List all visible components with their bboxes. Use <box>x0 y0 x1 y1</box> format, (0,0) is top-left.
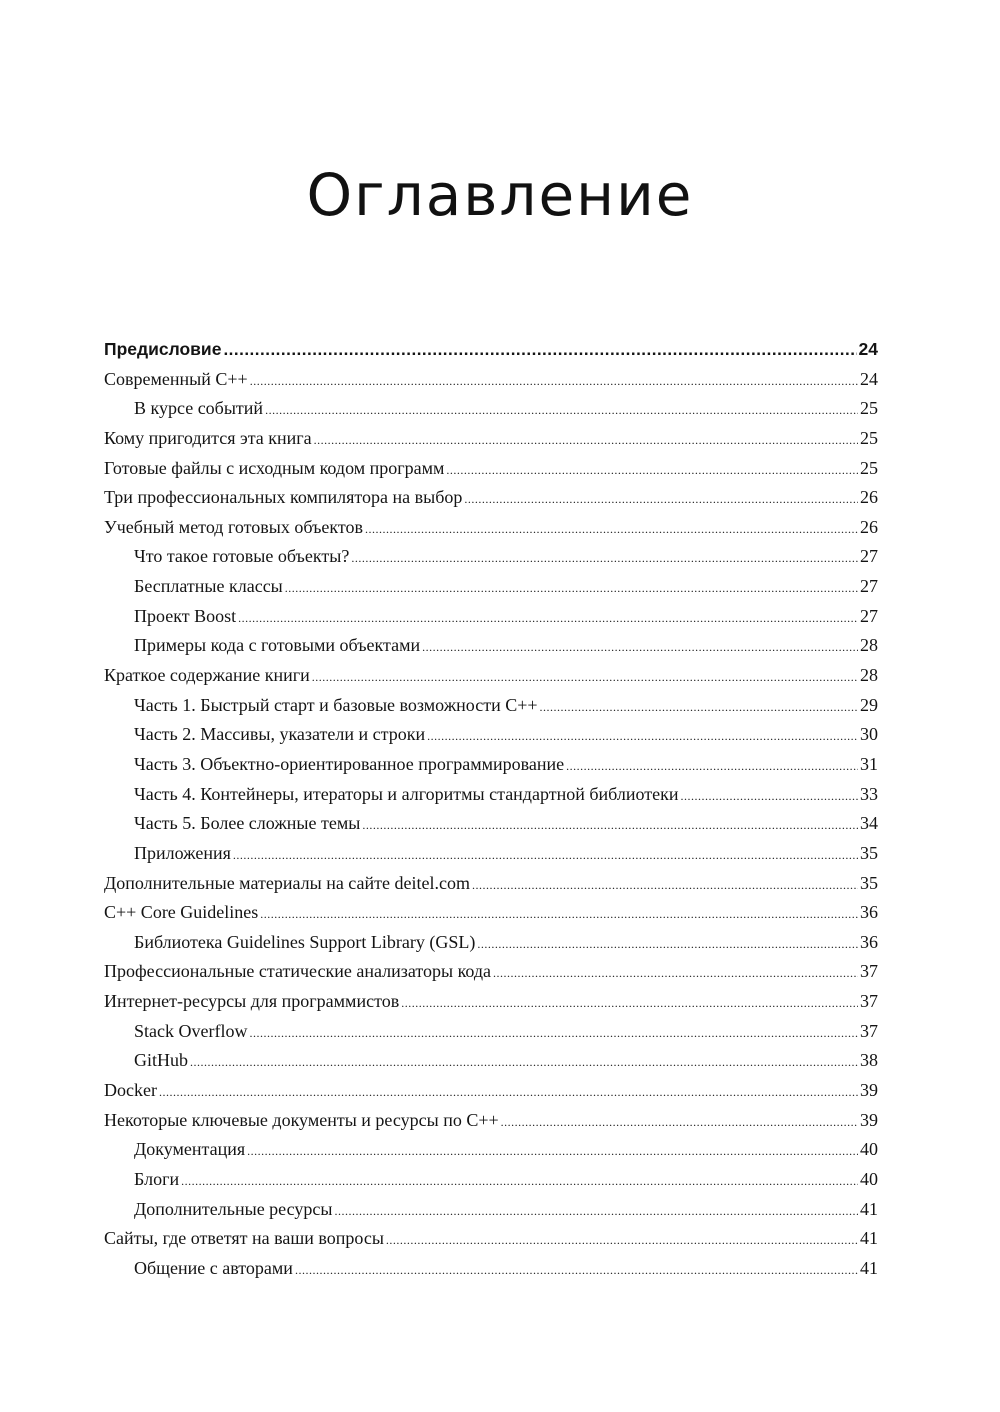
table-of-contents <box>104 335 878 1284</box>
toc-section-entry[interactable] <box>104 454 878 484</box>
toc-dot-leader <box>334 1195 858 1227</box>
toc-entry-title: Часть 2. Массивы, указатели и строки <box>134 724 426 745</box>
toc-entry-page-number: 37 <box>860 991 878 1012</box>
toc-entry-title: Дополнительные материалы на сайте deitel.com <box>104 872 470 893</box>
toc-entry-page-number: 35 <box>860 842 878 863</box>
toc-entry-page-number: 29 <box>860 694 878 715</box>
toc-entry-page-number: 27 <box>860 605 878 626</box>
toc-entry-page-number: 34 <box>860 813 878 834</box>
toc-section-entry[interactable] <box>104 869 878 899</box>
toc-entry-page-number: 36 <box>860 902 878 923</box>
toc-entry-page-number: 39 <box>860 1109 878 1130</box>
toc-section-entry[interactable] <box>104 424 878 454</box>
toc-section-entry[interactable] <box>104 898 878 928</box>
toc-dot-leader <box>464 483 858 515</box>
toc-entry-title: Блоги <box>134 1168 180 1189</box>
toc-entry-page-number: 35 <box>860 872 878 893</box>
toc-entry-page-number: 26 <box>860 516 878 537</box>
toc-dot-leader <box>314 424 858 456</box>
toc-entry-title: Сайты, где ответят на ваши вопросы <box>104 1228 384 1249</box>
toc-section-entry[interactable] <box>104 1224 878 1254</box>
toc-entry-title: Учебный метод готовых объектов <box>104 516 364 537</box>
toc-dot-leader <box>386 1224 858 1256</box>
toc-section-entry[interactable] <box>104 987 878 1017</box>
toc-entry-title: Docker <box>104 1080 157 1101</box>
toc-subsection-entry[interactable] <box>104 1254 878 1284</box>
toc-entry-title: Общение с авторами <box>134 1257 293 1278</box>
toc-dot-leader <box>493 957 858 989</box>
toc-entry-title: Кому пригодится эта книга <box>104 427 312 448</box>
toc-section-entry[interactable] <box>104 1106 878 1136</box>
toc-entry-page-number: 33 <box>860 783 878 804</box>
toc-dot-leader <box>312 661 858 693</box>
toc-entry-page-number: 36 <box>860 931 878 952</box>
toc-subsection-entry[interactable] <box>104 394 878 424</box>
toc-dot-leader <box>247 1135 858 1167</box>
toc-subsection-entry[interactable] <box>104 720 878 750</box>
page-title: Оглавление <box>306 161 694 229</box>
toc-entry-title: Краткое содержание книги <box>104 665 310 686</box>
toc-section-entry[interactable] <box>104 365 878 395</box>
toc-entry-page-number: 41 <box>860 1228 878 1249</box>
toc-dot-leader <box>365 513 858 545</box>
toc-subsection-entry[interactable] <box>104 631 878 661</box>
toc-entry-page-number: 37 <box>860 961 878 982</box>
toc-dot-leader <box>540 691 858 723</box>
toc-dot-leader <box>401 987 858 1019</box>
toc-dot-leader <box>362 809 858 841</box>
toc-entry-title: В курсе событий <box>134 398 264 419</box>
toc-entry-title: Три профессиональных компилятора на выбор <box>104 487 463 508</box>
toc-entry-page-number: 31 <box>860 753 878 774</box>
toc-subsection-entry[interactable] <box>104 1017 878 1047</box>
toc-dot-leader <box>566 750 858 782</box>
toc-entry-page-number: 26 <box>860 487 878 508</box>
toc-dot-leader <box>223 335 856 365</box>
toc-entry-title: Интернет-ресурсы для программистов <box>104 991 400 1012</box>
toc-entry-title: Современный С++ <box>104 368 248 389</box>
toc-entry-page-number: 27 <box>860 546 878 567</box>
toc-entry-page-number: 37 <box>860 1020 878 1041</box>
toc-entry-title: Библиотека Guidelines Support Library (GSL) <box>134 931 476 952</box>
toc-entry-page-number: 27 <box>860 576 878 597</box>
toc-dot-leader <box>233 839 858 871</box>
toc-entry-title: Stack Overflow <box>134 1020 248 1041</box>
toc-dot-leader <box>477 928 858 960</box>
toc-entry-page-number: 25 <box>860 398 878 419</box>
toc-entry-page-number: 25 <box>860 427 878 448</box>
toc-entry-title: Некоторые ключевые документы и ресурсы по С++ <box>104 1109 499 1130</box>
toc-entry-page-number: 28 <box>860 665 878 686</box>
toc-entry-page-number: 41 <box>860 1257 878 1278</box>
toc-dot-leader <box>422 631 858 663</box>
toc-entry-page-number: 39 <box>860 1080 878 1101</box>
toc-dot-leader <box>159 1076 858 1108</box>
toc-entry-page-number: 41 <box>860 1198 878 1219</box>
toc-subsection-entry[interactable] <box>104 691 878 721</box>
toc-entry-page-number: 24 <box>858 339 878 359</box>
toc-subsection-entry[interactable] <box>104 1046 878 1076</box>
toc-entry-page-number: 38 <box>860 1050 878 1071</box>
toc-entry-title: Предисловие <box>104 339 222 359</box>
toc-dot-leader <box>680 780 858 812</box>
toc-entry-title: Готовые файлы с исходным кодом программ <box>104 457 445 478</box>
toc-entry-page-number: 24 <box>860 368 878 389</box>
toc-subsection-entry[interactable] <box>104 1135 878 1165</box>
toc-entry-title: GitHub <box>134 1050 188 1071</box>
toc-dot-leader <box>190 1046 858 1078</box>
toc-dot-leader <box>181 1165 858 1197</box>
toc-section-entry[interactable] <box>104 513 878 543</box>
toc-subsection-entry[interactable] <box>104 750 878 780</box>
toc-dot-leader <box>238 602 858 634</box>
toc-chapter-entry[interactable] <box>104 335 878 365</box>
toc-dot-leader <box>501 1106 858 1138</box>
toc-subsection-entry[interactable] <box>104 928 878 958</box>
toc-entry-page-number: 28 <box>860 635 878 656</box>
toc-subsection-entry[interactable] <box>104 1165 878 1195</box>
toc-section-entry[interactable] <box>104 957 878 987</box>
toc-subsection-entry[interactable] <box>104 780 878 810</box>
toc-dot-leader <box>250 365 858 397</box>
toc-dot-leader <box>260 898 858 930</box>
toc-entry-title: Профессиональные статические анализаторы кода <box>104 961 492 982</box>
toc-entry-title: Часть 1. Быстрый старт и базовые возможности С++ <box>134 694 538 715</box>
toc-entry-title: Проект Boost <box>134 605 237 626</box>
toc-dot-leader <box>427 720 858 752</box>
toc-entry-title: Дополнительные ресурсы <box>134 1198 333 1219</box>
toc-entry-page-number: 30 <box>860 724 878 745</box>
toc-dot-leader <box>285 572 858 604</box>
toc-section-entry[interactable] <box>104 483 878 513</box>
toc-subsection-entry[interactable] <box>104 1195 878 1225</box>
toc-entry-title: C++ Core Guidelines <box>104 902 259 923</box>
toc-entry-title: Документация <box>134 1139 246 1160</box>
toc-entry-title: Бесплатные классы <box>134 576 283 597</box>
toc-entry-title: Часть 3. Объектно-ориентированное программирование <box>134 753 565 774</box>
toc-section-entry[interactable] <box>104 661 878 691</box>
toc-entry-page-number: 40 <box>860 1139 878 1160</box>
toc-dot-leader <box>446 454 858 486</box>
toc-subsection-entry[interactable] <box>104 602 878 632</box>
toc-entry-title: Часть 5. Более сложные темы <box>134 813 361 834</box>
toc-subsection-entry[interactable] <box>104 839 878 869</box>
toc-entry-title: Приложения <box>134 842 231 863</box>
toc-subsection-entry[interactable] <box>104 542 878 572</box>
toc-subsection-entry[interactable] <box>104 809 878 839</box>
toc-subsection-entry[interactable] <box>104 572 878 602</box>
toc-entry-title: Часть 4. Контейнеры, итераторы и алгоритмы стандартной библиотеки <box>134 783 679 804</box>
toc-dot-leader <box>351 542 858 574</box>
toc-entry-page-number: 25 <box>860 457 878 478</box>
toc-entry-title: Что такое готовые объекты? <box>134 546 350 567</box>
toc-section-entry[interactable] <box>104 1076 878 1106</box>
toc-dot-leader <box>265 394 858 426</box>
toc-entry-title: Примеры кода с готовыми объектами <box>134 635 421 656</box>
toc-dot-leader <box>295 1254 858 1286</box>
toc-dot-leader <box>249 1017 858 1049</box>
toc-dot-leader <box>472 869 858 901</box>
toc-entry-page-number: 40 <box>860 1168 878 1189</box>
